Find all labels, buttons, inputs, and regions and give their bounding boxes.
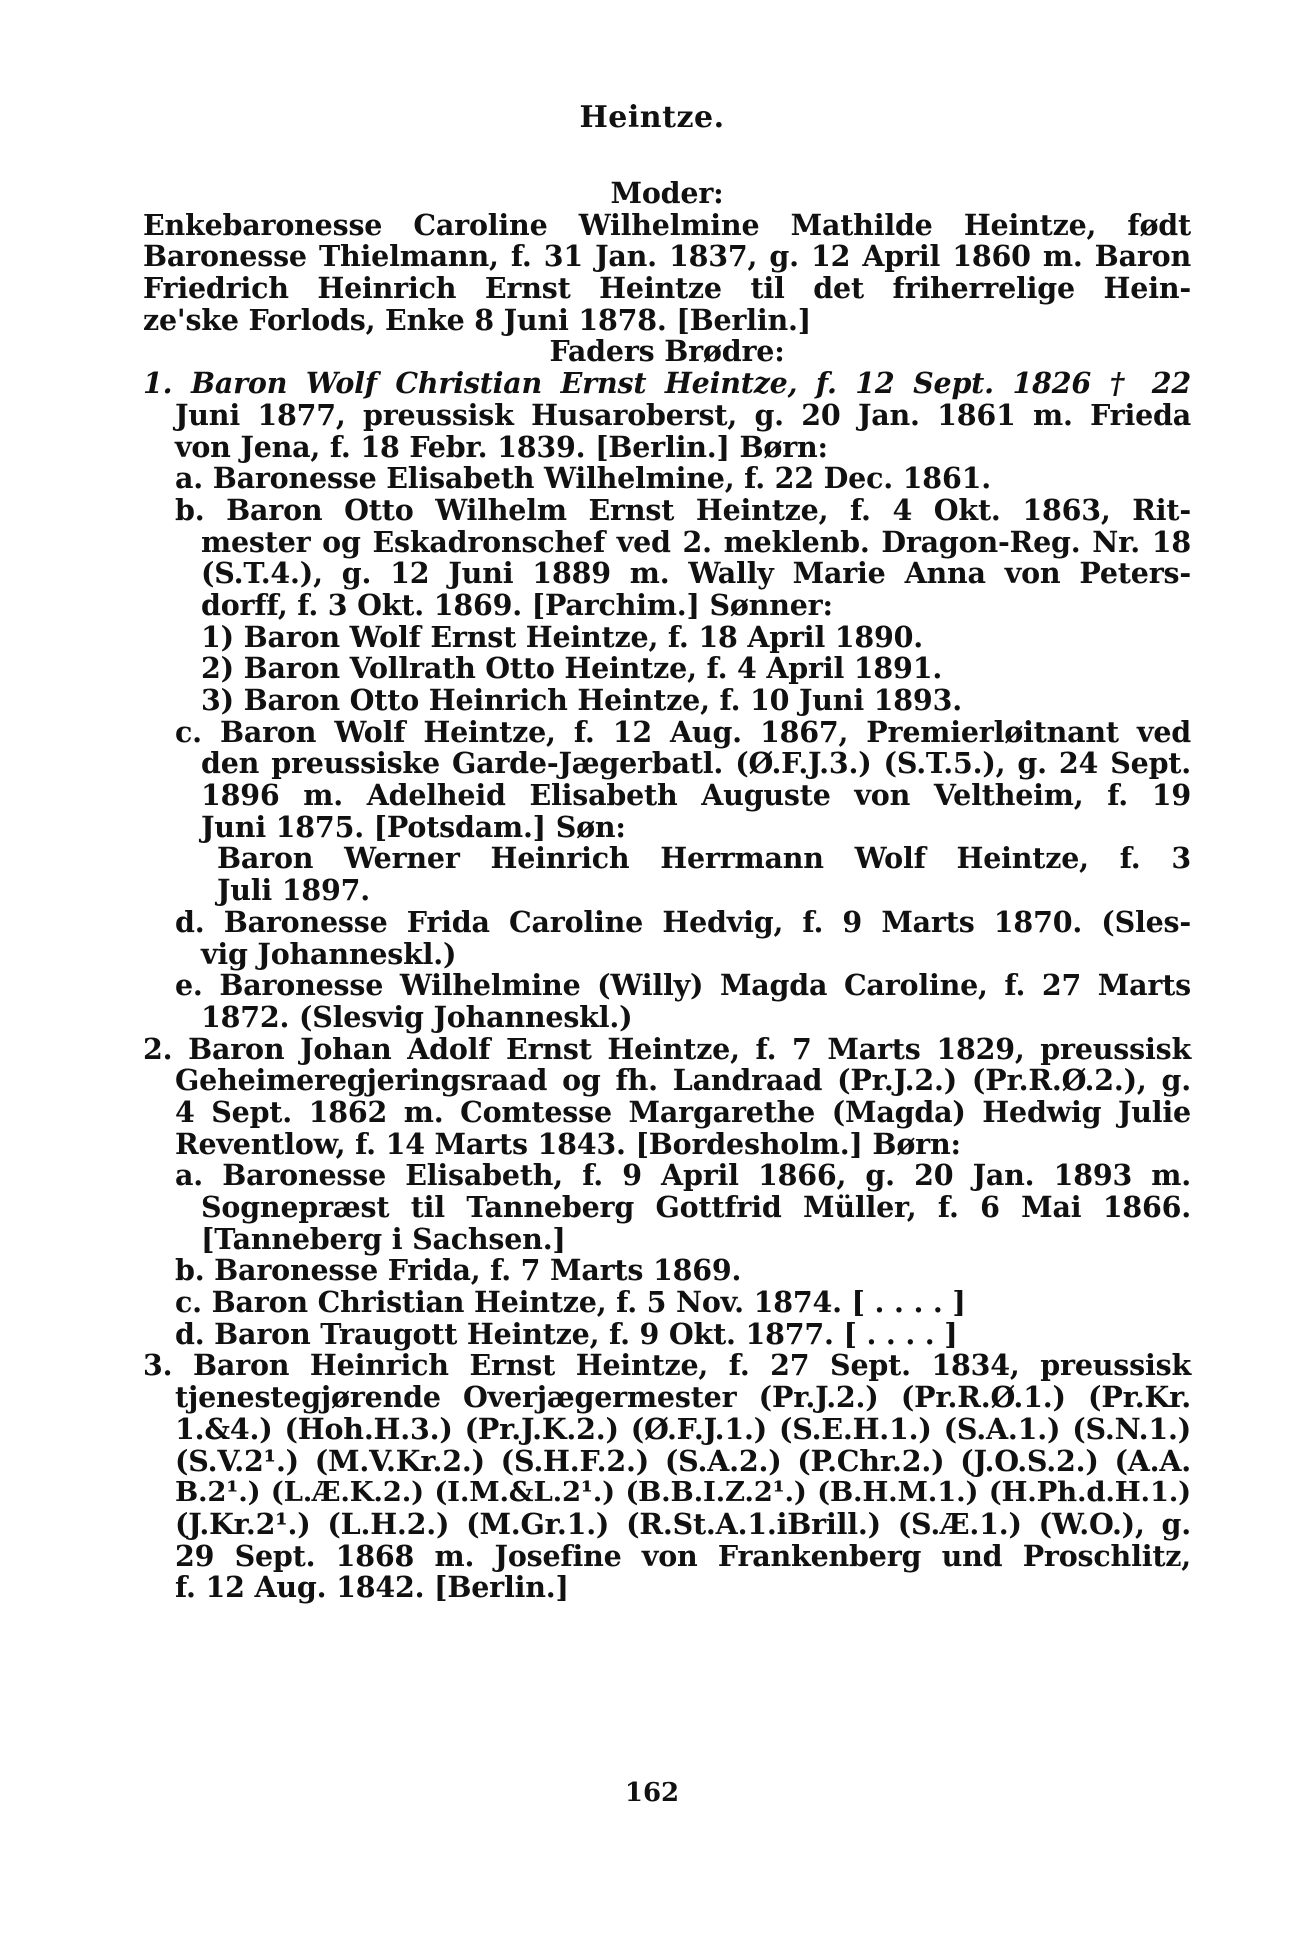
text-line: a. Baronesse Elisabeth Wilhelmine, f. 22 Dec. 1861.	[175, 461, 991, 496]
text-line: Baron Werner Heinrich Herrmann Wolf Heintze, f. 3	[217, 841, 1191, 876]
text-line: Baronesse Thielmann, f. 31 Jan. 1837, g. 12 April 1860 m. Baron	[143, 239, 1191, 274]
text-line: 4 Sept. 1862 m. Comtesse Margarethe (Magda) Hedwig Julie	[175, 1094, 1191, 1129]
text-line: [Tanneberg i Sachsen.]	[201, 1221, 566, 1256]
text-line: Juni 1877, preussisk Husaroberst, g. 20 Jan. 1861 m. Frieda	[175, 397, 1191, 432]
text-line: 2. Baron Johan Adolf Ernst Heintze, f. 7 Marts 1829, preussisk	[143, 1031, 1191, 1066]
text-line: 3) Baron Otto Heinrich Heintze, f. 10 Juni 1893.	[201, 683, 962, 717]
text-line: 1.&4.) (Hoh.H.3.) (Pr.J.K.2.) (Ø.F.J.1.) (S.E.H.1.) (S.A.1.) (S.N.1.)	[175, 1411, 1191, 1446]
text-line: Enkebaronesse Caroline Wilhelmine Mathilde Heintze, født	[143, 207, 1191, 242]
text-line: mester og Eskadronschef ved 2. meklenb. Dragon-Reg. Nr. 18	[201, 524, 1191, 559]
text-line: e. Baronesse Wilhelmine (Willy) Magda Caroline, f. 27 Marts	[175, 968, 1191, 1003]
text-line: (S.V.2¹.) (M.V.Kr.2.) (S.H.F.2.) (S.A.2.) (P.Chr.2.) (J.O.S.2.) (A.A.	[175, 1443, 1191, 1478]
text-line: Juni 1875. [Potsdam.] Søn:	[201, 809, 626, 844]
text-line: 29 Sept. 1868 m. Josefine von Frankenberg und Proschlitz,	[175, 1538, 1191, 1573]
text-line: d. Baron Traugott Heintze, f. 9 Okt. 1877. [ . . . . ]	[175, 1316, 958, 1351]
text-line: Sognepræst til Tanneberg Gottfrid Müller, f. 6 Mai 1866.	[201, 1190, 1191, 1224]
genealogy-text	[143, 178, 1191, 1604]
text-line: Reventlow, f. 14 Marts 1843. [Bordesholm.] Børn:	[175, 1126, 961, 1161]
text-line: tjenestegjørende Overjægermester (Pr.J.2.) (Pr.R.Ø.1.) (Pr.Kr.	[175, 1380, 1191, 1415]
text-line: 1) Baron Wolf Ernst Heintze, f. 18 April 1890.	[201, 619, 924, 654]
text-line: dorff, f. 3 Okt. 1869. [Parchim.] Sønner:	[201, 587, 833, 622]
text-line: den preussiske Garde-Jægerbatl. (Ø.F.J.3.) (S.T.5.), g. 24 Sept.	[201, 746, 1191, 781]
section-heading-fathers-brothers: Faders Brødre:	[549, 334, 785, 369]
text-line: f. 12 Aug. 1842. [Berlin.]	[175, 1570, 569, 1605]
text-line: von Jena, f. 18 Febr. 1839. [Berlin.] Børn:	[175, 429, 828, 464]
text-line: c. Baron Christian Heintze, f. 5 Nov. 1874. [ . . . . ]	[175, 1285, 966, 1320]
text-line: Geheimeregjeringsraad og fh. Landraad (Pr.J.2.) (Pr.R.Ø.2.), g.	[175, 1063, 1191, 1098]
text-line: 3. Baron Heinrich Ernst Heintze, f. 27 Sept. 1834, preussisk	[143, 1348, 1191, 1383]
text-line: 1896 m. Adelheid Elisabeth Auguste von Veltheim, f. 19	[201, 778, 1191, 813]
text-line: vig Johanneskl.)	[201, 936, 457, 971]
section-heading-mother: Moder:	[610, 176, 724, 210]
text-line: 2) Baron Vollrath Otto Heintze, f. 4 April 1891.	[201, 651, 943, 686]
text-line: d. Baronesse Frida Caroline Hedvig, f. 9 Marts 1870. (Sles-	[175, 904, 1191, 939]
text-line: b. Baronesse Frida, f. 7 Marts 1869.	[175, 1253, 742, 1288]
text-line: c. Baron Wolf Heintze, f. 12 Aug. 1867, Premierløitnant ved	[175, 714, 1191, 749]
text-line: ze'ske Forlods, Enke 8 Juni 1878. [Berlin.]	[143, 302, 811, 337]
text-line: (S.T.4.), g. 12 Juni 1889 m. Wally Marie Anna von Peters-	[201, 556, 1191, 591]
text-line: 1872. (Slesvig Johanneskl.)	[201, 999, 633, 1034]
text-line: B.2¹.) (L.Æ.K.2.) (I.M.&L.2¹.) (B.B.I.Z.2¹.) (B.H.M.1.) (H.Ph.d.H.1.)	[175, 1476, 1191, 1509]
text-line: 1. Baron Wolf Christian Ernst Heintze, f. 12 Sept. 1826 † 22	[143, 366, 1191, 401]
text-line: (J.Kr.2¹.) (L.H.2.) (M.Gr.1.) (R.St.A.1.iBrill.) (S.Æ.1.) (W.O.), g.	[175, 1506, 1191, 1541]
text-line: a. Baronesse Elisabeth, f. 9 April 1866, g. 20 Jan. 1893 m.	[175, 1158, 1191, 1193]
text-line: Juli 1897.	[217, 873, 371, 908]
page-number: 162	[624, 1778, 680, 1808]
page-title: Heintze.	[579, 100, 725, 135]
text-line: Friedrich Heinrich Ernst Heintze til det friherrelige Hein-	[143, 271, 1191, 306]
text-line: b. Baron Otto Wilhelm Ernst Heintze, f. 4 Okt. 1863, Rit-	[175, 492, 1191, 527]
